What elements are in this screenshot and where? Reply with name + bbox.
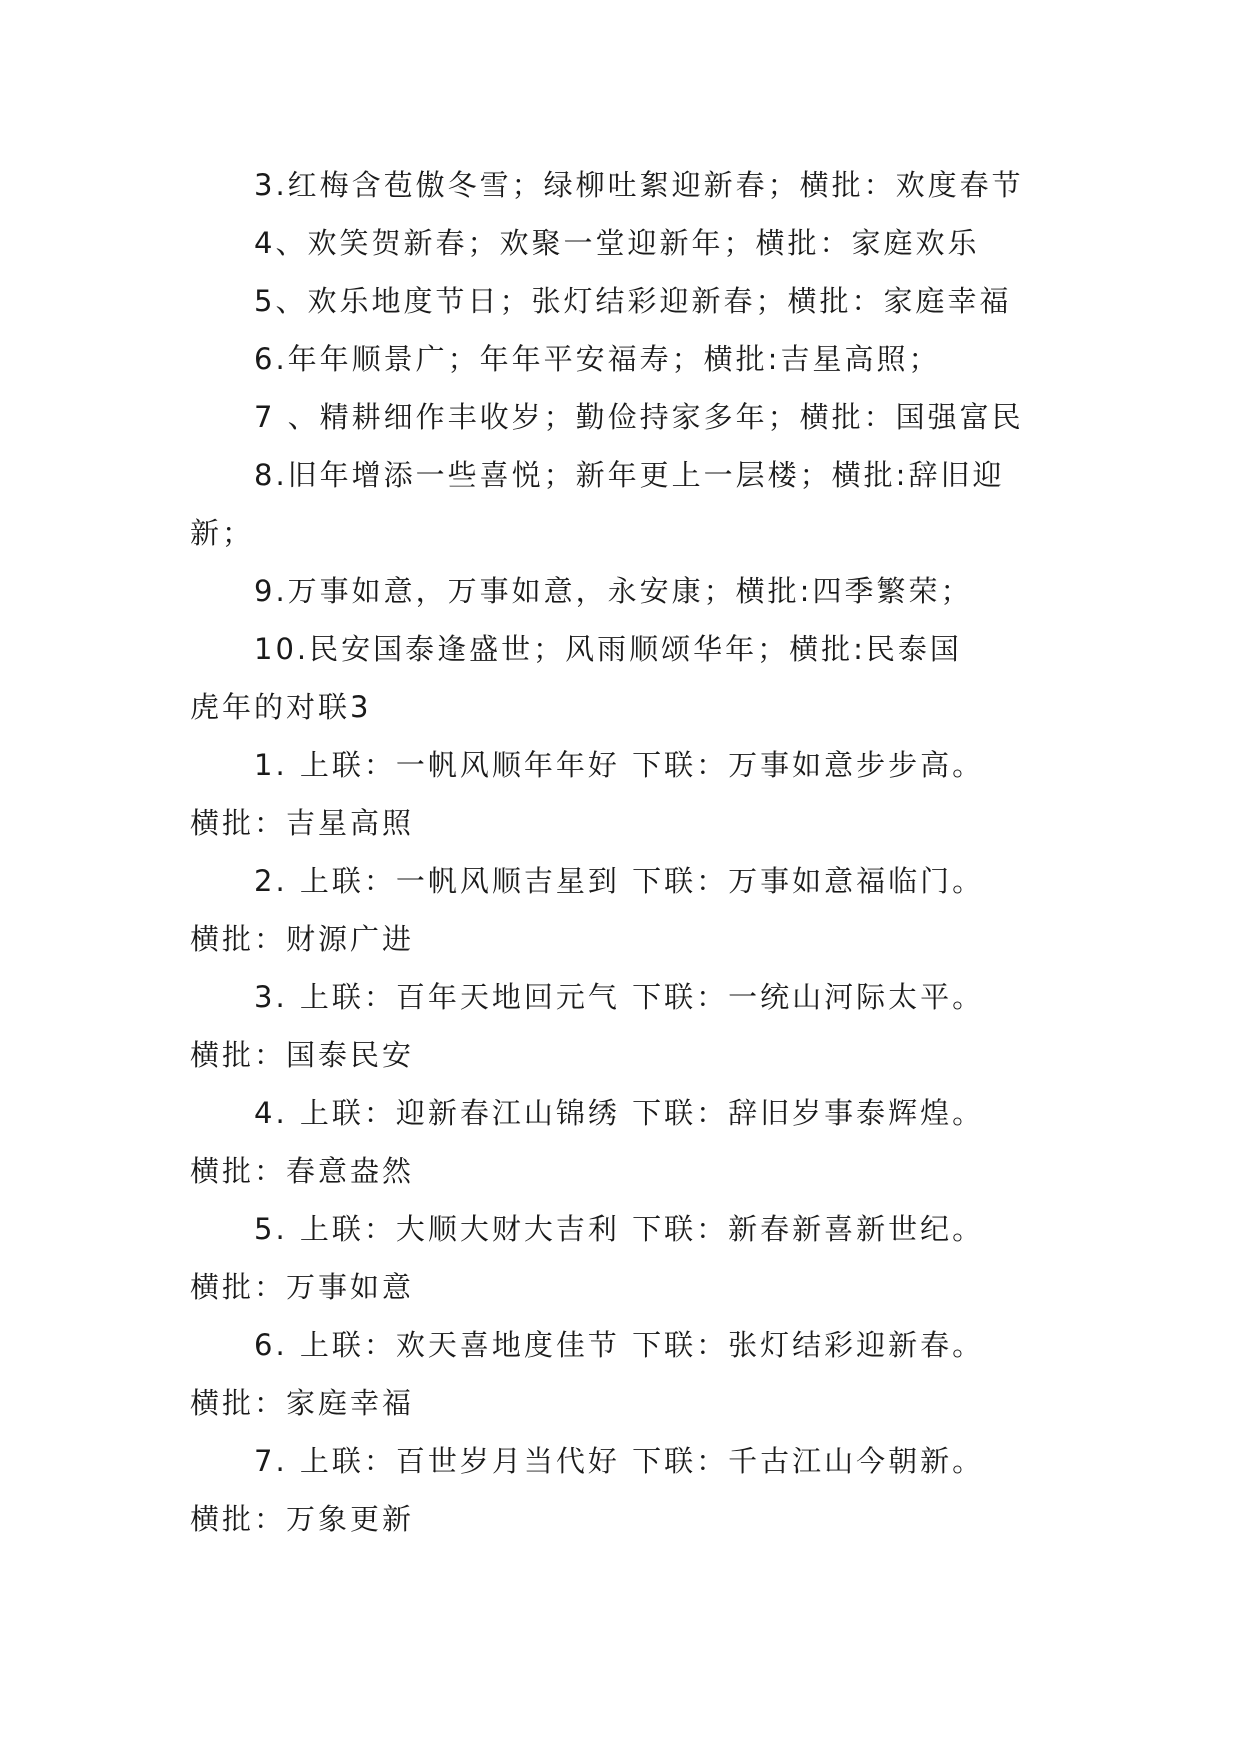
couplet-line-7: 7 、精耕细作丰收岁；勤俭持家多年；横批：国强富民 [254,400,1024,434]
couplet-line-8: 8.旧年增添一些喜悦；新年更上一层楼；横批:辞旧迎 [254,458,1005,492]
couplet-pair-3: 3. 上联：百年天地回元气 下联：一统山河际太平。 [254,980,985,1014]
couplet-line-8-cont: 新； [190,516,255,550]
couplet-pair-4-banner: 横批：春意盎然 [190,1154,415,1188]
couplet-pair-1: 1. 上联：一帆风顺年年好 下联：万事如意步步高。 [254,748,985,782]
couplet-line-10: 10.民安国泰逢盛世；风雨顺颂华年；横批:民泰国 [254,632,962,666]
couplet-line-4: 4、欢笑贺新春；欢聚一堂迎新年；横批：家庭欢乐 [254,226,980,260]
couplet-pair-6: 6. 上联：欢天喜地度佳节 下联：张灯结彩迎新春。 [254,1328,985,1362]
couplet-pair-4: 4. 上联：迎新春江山锦绣 下联：辞旧岁事泰辉煌。 [254,1096,985,1130]
couplet-line-6: 6.年年顺景广；年年平安福寿；横批:吉星高照； [254,342,941,376]
couplet-pair-2-banner: 横批：财源广进 [190,922,415,956]
couplet-pair-7-banner: 横批：万象更新 [190,1502,415,1536]
couplet-pair-1-banner: 横批：吉星高照 [190,806,415,840]
couplet-pair-5: 5. 上联：大顺大财大吉利 下联：新春新喜新世纪。 [254,1212,985,1246]
section-heading: 虎年的对联3 [190,690,372,724]
couplet-pair-3-banner: 横批：国泰民安 [190,1038,415,1072]
couplet-line-3: 3.红梅含苞傲冬雪；绿柳吐絮迎新春；横批：欢度春节 [254,168,1024,202]
couplet-pair-6-banner: 横批：家庭幸福 [190,1386,415,1420]
couplet-pair-2: 2. 上联：一帆风顺吉星到 下联：万事如意福临门。 [254,864,985,898]
couplet-pair-5-banner: 横批：万事如意 [190,1270,415,1304]
couplet-line-9: 9.万事如意，万事如意，永安康；横批:四季繁荣； [254,574,973,608]
couplet-line-5: 5、欢乐地度节日；张灯结彩迎新春；横批：家庭幸福 [254,284,1012,318]
couplet-pair-7: 7. 上联：百世岁月当代好 下联：千古江山今朝新。 [254,1444,985,1478]
